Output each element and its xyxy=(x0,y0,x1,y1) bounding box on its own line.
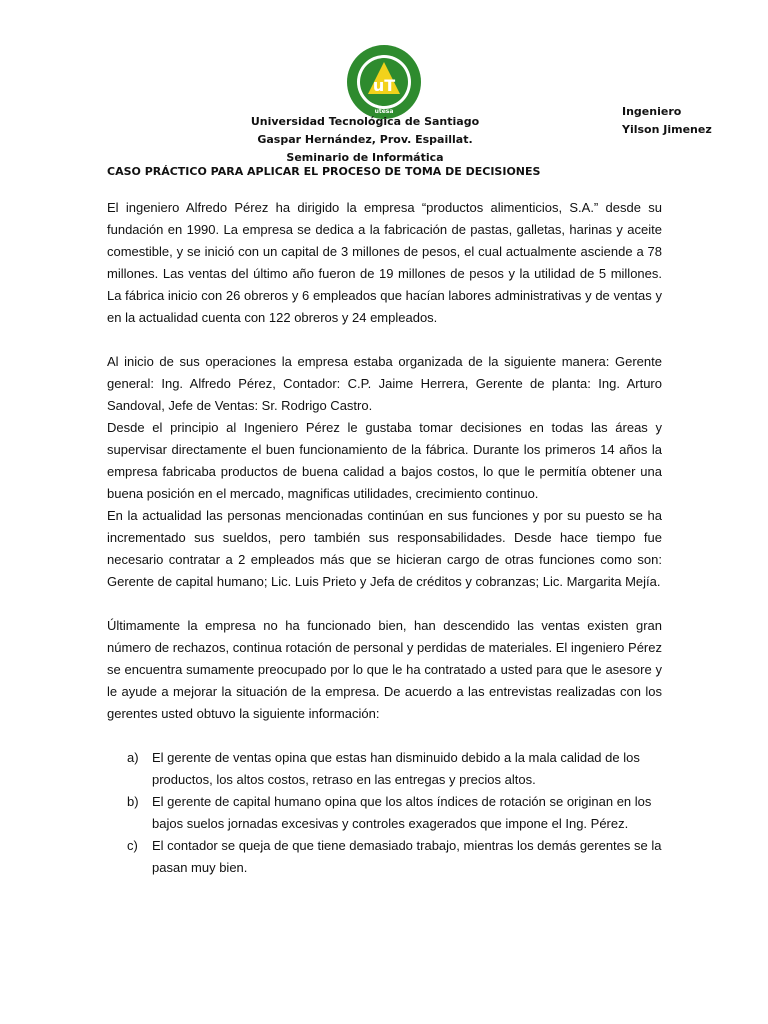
seminar-name: Seminario de Informática xyxy=(286,151,444,164)
list-item-text: El gerente de capital humano opina que los altos índices de rotación se originan en los bajos suelos jornadas excesivas y controles exagerados que impone el Ing. Pérez. xyxy=(152,794,652,831)
author-role: Ingeniero xyxy=(622,105,682,118)
list-marker: c) xyxy=(127,838,138,853)
paragraph: Desde el principio al Ingeniero Pérez le gustaba tomar decisiones en todas las áreas y supervisar directamente el buen funcionamiento de la fábrica. Durante los primeros 14 años la empresa fabricaba productos de buena calidad a bajos costos, lo que le permitía obtener una buena posición en el mercado, magnificas utilidades, crecimiento continuo. xyxy=(107,420,662,501)
paragraph: Al inicio de sus operaciones la empresa estaba organizada de la siguiente manera: Gerente general: Ing. Alfredo Pérez, Contador: C.P. Jaime Herrera, Gerente de planta: Ing. Arturo Sandoval, Jefe de Ventas: Sr. Rodrigo Castro. xyxy=(107,354,662,413)
list-item xyxy=(107,747,662,791)
logo-letters: uT xyxy=(372,76,396,95)
author-name: Yilson Jimenez xyxy=(622,123,712,136)
list-item xyxy=(107,791,662,835)
findings-list xyxy=(107,747,662,879)
institution-header xyxy=(240,113,490,167)
paragraph: El ingeniero Alfredo Pérez ha dirigido la empresa “productos alimenticios, S.A.” desde su fundación en 1990. La empresa se dedica a la fabricación de pastas, galletas, harinas y aceite comestible, y se inició con un capital de 3 millones de pesos, el cual actualmente asciende a 78 millones. Las ventas del último año fueron de 19 millones de pesos y la utilidad de 5 millones. La fábrica inicio con 26 obreros y 6 empleados que hacían labores administrativas y de ventas y en la actualidad cuenta con 122 obreros y 24 empleados. xyxy=(107,200,662,325)
list-marker: a) xyxy=(127,750,139,765)
university-name: Universidad Tecnológica de Santiago xyxy=(250,115,480,128)
utesa-logo-icon xyxy=(346,44,422,120)
author-block xyxy=(622,103,712,139)
paragraph: En la actualidad las personas mencionadas continúan en sus funciones y por su puesto se ha incrementado sus sueldos, pero también sus responsabilidades. Desde hace tiempo fue necesario contratar a 2 empleados más que se hicieran cargo de otras funciones como son: Gerente de capital humano; Lic. Luis Prieto y Jefa de créditos y cobranzas; Lic. Margarita Mejía. xyxy=(107,508,662,589)
campus-name: Gaspar Hernández, Prov. Espaillat. xyxy=(257,133,473,146)
list-marker: b) xyxy=(127,794,139,809)
document-body xyxy=(107,197,662,879)
document-title: CASO PRÁCTICO PARA APLICAR EL PROCESO DE TOMA DE DECISIONES xyxy=(107,165,541,178)
list-item xyxy=(107,835,662,879)
logo-wordmark: utesa xyxy=(374,108,394,115)
university-logo xyxy=(346,44,422,120)
list-item-text: El gerente de ventas opina que estas han disminuido debido a la mala calidad de los productos, los altos costos, retraso en las entregas y precios altos. xyxy=(152,750,640,787)
list-item-text: El contador se queja de que tiene demasiado trabajo, mientras los demás gerentes se la pasan muy bien. xyxy=(152,838,662,875)
paragraph: Últimamente la empresa no ha funcionado bien, han descendido las ventas existen gran número de rechazos, continua rotación de personal y perdidas de materiales. El ingeniero Pérez se encuentra sumamente preocupado por lo que le ha contratado a usted para que le asesore y le ayude a mejorar la situación de la empresa. De acuerdo a las entrevistas realizadas con los gerentes usted obtuvo la siguiente información: xyxy=(107,618,662,721)
